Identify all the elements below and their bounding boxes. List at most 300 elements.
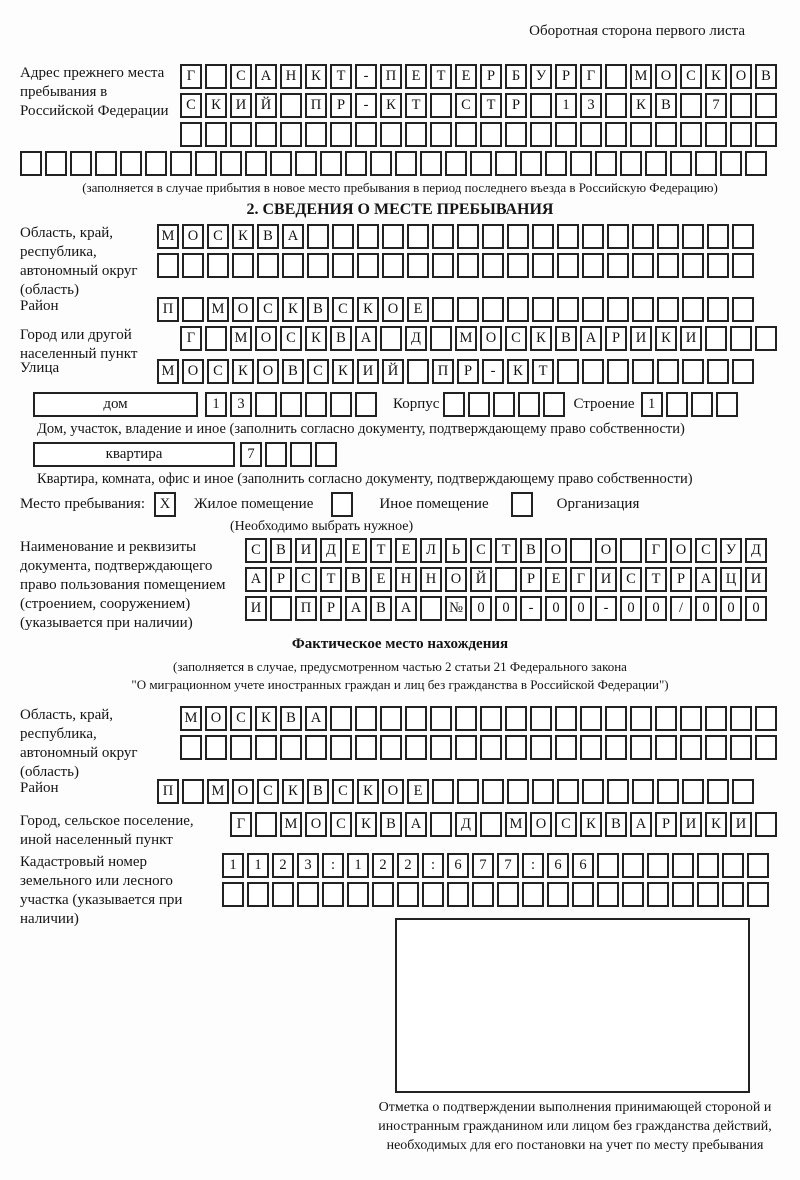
char-cell: С <box>332 297 354 322</box>
document-row3 <box>245 596 767 621</box>
char-cell <box>543 392 565 417</box>
char-cell <box>347 882 369 907</box>
char-cell: В <box>380 812 402 837</box>
stroenie-cells <box>641 392 738 417</box>
char-cell <box>355 735 377 760</box>
char-cell <box>520 151 542 176</box>
char-cell: О <box>670 538 692 563</box>
char-cell: С <box>245 538 267 563</box>
char-cell <box>497 882 519 907</box>
char-cell: № <box>445 596 467 621</box>
char-cell: О <box>182 359 204 384</box>
char-cell: О <box>730 64 752 89</box>
korpus-label: Корпус <box>393 396 440 412</box>
region-label: Область, край, республика, автономный округ (область) <box>20 225 138 298</box>
char-cell <box>732 224 754 249</box>
district-label: Район <box>20 298 59 314</box>
char-cell: В <box>345 567 367 592</box>
street-row <box>157 359 754 384</box>
korpus-cells <box>443 392 565 417</box>
char-cell <box>545 151 567 176</box>
char-cell: 0 <box>495 596 517 621</box>
prev-address-row2 <box>180 93 777 118</box>
char-cell <box>697 853 719 878</box>
char-cell <box>655 122 677 147</box>
char-cell: О <box>232 779 254 804</box>
char-cell <box>580 735 602 760</box>
char-cell <box>507 779 529 804</box>
char-cell <box>680 122 702 147</box>
actual-region-field <box>20 706 780 779</box>
prev-address-rows <box>180 64 777 151</box>
char-cell <box>605 122 627 147</box>
char-cell <box>680 735 702 760</box>
char-cell <box>705 735 727 760</box>
char-cell: И <box>357 359 379 384</box>
char-cell <box>666 392 688 417</box>
char-cell <box>205 326 227 351</box>
char-cell: О <box>182 224 204 249</box>
char-cell <box>255 812 277 837</box>
char-cell: Т <box>495 538 517 563</box>
char-cell: С <box>257 297 279 322</box>
stamp-caption: Отметка о подтверждении выполнения принимающей стороной и иностранным гражданином или лицом без гражданства действий, необходимых для его постановки на учет по месту пребывания <box>378 1100 772 1153</box>
document-label: Наименование и реквизиты документа, подтверждающего право пользования помещением (строением, сооружением) (указывается при наличии) <box>20 539 226 631</box>
char-cell <box>230 735 252 760</box>
char-cell <box>322 882 344 907</box>
char-cell <box>245 151 267 176</box>
char-cell: 1 <box>641 392 663 417</box>
char-cell: М <box>157 224 179 249</box>
apartment-row <box>20 442 780 467</box>
char-cell <box>305 122 327 147</box>
char-cell <box>707 779 729 804</box>
char-cell: К <box>282 779 304 804</box>
char-cell: О <box>382 297 404 322</box>
stay-type-row <box>20 492 780 517</box>
char-cell <box>397 882 419 907</box>
char-cell: М <box>207 779 229 804</box>
char-cell: Д <box>455 812 477 837</box>
char-cell <box>570 151 592 176</box>
char-cell <box>255 392 277 417</box>
document-row2 <box>245 567 767 592</box>
char-cell <box>530 93 552 118</box>
char-cell <box>730 735 752 760</box>
char-cell <box>732 253 754 278</box>
char-cell: Б <box>505 64 527 89</box>
char-cell: 3 <box>580 93 602 118</box>
char-cell <box>722 853 744 878</box>
char-cell: М <box>630 64 652 89</box>
char-cell <box>730 122 752 147</box>
char-cell: Г <box>570 567 592 592</box>
char-cell: Р <box>655 812 677 837</box>
char-cell <box>605 706 627 731</box>
char-cell: Д <box>405 326 427 351</box>
char-cell <box>705 326 727 351</box>
char-cell <box>307 224 329 249</box>
char-cell: П <box>157 779 179 804</box>
char-cell <box>255 122 277 147</box>
char-cell <box>507 297 529 322</box>
char-cell <box>597 882 619 907</box>
char-cell: М <box>180 706 202 731</box>
char-cell <box>472 882 494 907</box>
char-cell <box>407 224 429 249</box>
char-cell <box>180 735 202 760</box>
char-cell <box>557 779 579 804</box>
char-cell <box>620 151 642 176</box>
char-cell: 7 <box>472 853 494 878</box>
actual-district-field <box>20 779 780 808</box>
char-cell <box>555 122 577 147</box>
char-cell: В <box>330 326 352 351</box>
char-cell <box>607 253 629 278</box>
char-cell: 2 <box>397 853 419 878</box>
char-cell <box>547 882 569 907</box>
char-cell: Т <box>320 567 342 592</box>
actual-location-subtitle-1: (заполняется в случае, предусмотренном частью 2 статьи 21 Федерального закона <box>173 659 627 674</box>
char-cell: Р <box>555 64 577 89</box>
char-cell <box>705 706 727 731</box>
char-cell <box>657 779 679 804</box>
char-cell <box>532 297 554 322</box>
char-cell <box>620 538 642 563</box>
char-cell: С <box>180 93 202 118</box>
char-cell: Г <box>230 812 252 837</box>
stay-type-checkbox-other <box>331 492 353 517</box>
char-cell: С <box>505 326 527 351</box>
char-cell: О <box>382 779 404 804</box>
char-cell <box>447 882 469 907</box>
char-cell: С <box>680 64 702 89</box>
char-cell <box>580 122 602 147</box>
char-cell <box>220 151 242 176</box>
char-cell: 0 <box>620 596 642 621</box>
char-cell: 1 <box>347 853 369 878</box>
corner-note: Оборотная сторона первого листа <box>529 23 745 39</box>
char-cell <box>745 151 767 176</box>
char-cell: 1 <box>222 853 244 878</box>
char-cell <box>682 224 704 249</box>
char-cell: К <box>705 64 727 89</box>
char-cell: В <box>605 812 627 837</box>
char-cell: О <box>445 567 467 592</box>
char-cell <box>182 297 204 322</box>
char-cell: У <box>530 64 552 89</box>
char-cell: П <box>295 596 317 621</box>
char-cell <box>455 122 477 147</box>
char-cell <box>205 64 227 89</box>
char-cell <box>657 359 679 384</box>
char-cell: : <box>322 853 344 878</box>
stay-type-note: (Необходимо выбрать нужное) <box>230 519 414 534</box>
char-cell: - <box>595 596 617 621</box>
char-cell <box>630 735 652 760</box>
char-cell <box>455 706 477 731</box>
char-cell: В <box>307 779 329 804</box>
stay-type-checkbox-residential: X <box>154 492 176 517</box>
char-cell: М <box>280 812 302 837</box>
char-cell: С <box>470 538 492 563</box>
city-label: Город или другой населенный пункт <box>20 327 138 362</box>
char-cell <box>482 224 504 249</box>
char-cell <box>180 122 202 147</box>
char-cell <box>280 122 302 147</box>
char-cell <box>505 706 527 731</box>
char-cell <box>330 392 352 417</box>
char-cell: С <box>230 64 252 89</box>
char-cell <box>605 735 627 760</box>
char-cell: О <box>305 812 327 837</box>
char-cell <box>405 122 427 147</box>
char-cell: Д <box>745 538 767 563</box>
char-cell: - <box>355 64 377 89</box>
char-cell <box>570 538 592 563</box>
char-cell: А <box>282 224 304 249</box>
char-cell <box>697 882 719 907</box>
region-rows <box>157 224 754 282</box>
char-cell <box>330 735 352 760</box>
apartment-cells <box>240 442 337 467</box>
char-cell: Е <box>370 567 392 592</box>
char-cell: И <box>595 567 617 592</box>
char-cell <box>457 224 479 249</box>
char-cell: О <box>480 326 502 351</box>
char-cell <box>222 882 244 907</box>
street-field <box>20 359 780 388</box>
char-cell <box>532 253 554 278</box>
char-cell <box>680 93 702 118</box>
char-cell: Т <box>405 93 427 118</box>
char-cell <box>482 253 504 278</box>
char-cell <box>747 882 769 907</box>
char-cell <box>230 122 252 147</box>
house-box-label: дом <box>33 392 198 417</box>
char-cell <box>20 151 42 176</box>
document-row1 <box>245 538 767 563</box>
char-cell: Д <box>320 538 342 563</box>
char-cell <box>255 735 277 760</box>
char-cell <box>205 122 227 147</box>
char-cell: У <box>720 538 742 563</box>
char-cell: О <box>530 812 552 837</box>
char-cell <box>572 882 594 907</box>
district-field <box>20 297 780 326</box>
char-cell <box>420 596 442 621</box>
stay-type-option-organization: Организация <box>556 496 640 512</box>
char-cell <box>655 735 677 760</box>
char-cell: М <box>505 812 527 837</box>
char-cell <box>380 122 402 147</box>
char-cell: Р <box>330 93 352 118</box>
stay-type-label: Место пребывания: <box>20 496 145 512</box>
char-cell: К <box>655 326 677 351</box>
char-cell: 0 <box>745 596 767 621</box>
char-cell: М <box>230 326 252 351</box>
char-cell <box>722 882 744 907</box>
char-cell <box>597 853 619 878</box>
char-cell: : <box>522 853 544 878</box>
char-cell <box>305 735 327 760</box>
char-cell <box>445 151 467 176</box>
char-cell: В <box>270 538 292 563</box>
char-cell: К <box>357 779 379 804</box>
char-cell: О <box>595 538 617 563</box>
char-cell <box>707 253 729 278</box>
char-cell <box>420 151 442 176</box>
char-cell: Е <box>407 779 429 804</box>
char-cell: Е <box>407 297 429 322</box>
confirmation-stamp-box <box>395 918 750 1093</box>
char-cell: К <box>507 359 529 384</box>
char-cell <box>657 297 679 322</box>
char-cell: В <box>555 326 577 351</box>
char-cell: К <box>305 64 327 89</box>
char-cell <box>482 297 504 322</box>
prev-address-note: (заполняется в случае прибытия в новое место пребывания в период последнего въезда в Российскую Федерацию) <box>82 180 718 195</box>
char-cell: К <box>705 812 727 837</box>
char-cell <box>372 882 394 907</box>
char-cell: В <box>370 596 392 621</box>
char-cell <box>707 359 729 384</box>
char-cell: 7 <box>497 853 519 878</box>
char-cell <box>480 812 502 837</box>
char-cell <box>480 122 502 147</box>
char-cell <box>645 151 667 176</box>
char-cell <box>370 151 392 176</box>
char-cell <box>380 326 402 351</box>
char-cell: А <box>405 812 427 837</box>
char-cell <box>205 735 227 760</box>
char-cell: С <box>257 779 279 804</box>
char-cell <box>555 735 577 760</box>
char-cell: Е <box>395 538 417 563</box>
char-cell <box>70 151 92 176</box>
char-cell: В <box>520 538 542 563</box>
char-cell <box>707 224 729 249</box>
char-cell <box>480 735 502 760</box>
document-rows <box>245 538 767 625</box>
char-cell <box>582 297 604 322</box>
char-cell <box>605 93 627 118</box>
char-cell: Ь <box>445 538 467 563</box>
char-cell <box>705 122 727 147</box>
char-cell <box>493 392 515 417</box>
char-cell: 1 <box>247 853 269 878</box>
char-cell: К <box>305 326 327 351</box>
char-cell <box>295 151 317 176</box>
char-cell: А <box>630 812 652 837</box>
char-cell: В <box>655 93 677 118</box>
char-cell <box>232 253 254 278</box>
char-cell: С <box>330 812 352 837</box>
prev-address-row4 <box>20 151 780 176</box>
char-cell: Р <box>505 93 527 118</box>
char-cell <box>120 151 142 176</box>
char-cell <box>315 442 337 467</box>
district-row <box>157 297 754 322</box>
char-cell: 2 <box>372 853 394 878</box>
char-cell: А <box>580 326 602 351</box>
char-cell: И <box>295 538 317 563</box>
char-cell <box>732 359 754 384</box>
cadastral-row2 <box>222 882 769 907</box>
char-cell <box>555 706 577 731</box>
char-cell: О <box>655 64 677 89</box>
char-cell <box>632 253 654 278</box>
actual-location-title: Фактическое место нахождения <box>291 636 509 652</box>
char-cell: И <box>730 812 752 837</box>
char-cell <box>330 706 352 731</box>
char-cell <box>195 151 217 176</box>
char-cell <box>455 735 477 760</box>
char-cell <box>45 151 67 176</box>
char-cell <box>355 706 377 731</box>
char-cell: 6 <box>572 853 594 878</box>
char-cell <box>522 882 544 907</box>
actual-region-rows <box>180 706 777 764</box>
char-cell <box>207 253 229 278</box>
char-cell <box>755 122 777 147</box>
char-cell: П <box>157 297 179 322</box>
char-cell: 7 <box>240 442 262 467</box>
char-cell <box>682 253 704 278</box>
char-cell <box>582 359 604 384</box>
char-cell: С <box>555 812 577 837</box>
char-cell <box>145 151 167 176</box>
char-cell <box>430 706 452 731</box>
char-cell <box>647 882 669 907</box>
char-cell <box>307 253 329 278</box>
char-cell: Н <box>395 567 417 592</box>
char-cell <box>272 882 294 907</box>
char-cell <box>657 253 679 278</box>
actual-city-row <box>230 812 777 837</box>
char-cell <box>280 392 302 417</box>
char-cell: К <box>232 359 254 384</box>
char-cell: - <box>355 93 377 118</box>
cadastral-field <box>20 853 780 927</box>
char-cell: А <box>395 596 417 621</box>
char-cell: Ц <box>720 567 742 592</box>
char-cell: Р <box>480 64 502 89</box>
char-cell: Е <box>545 567 567 592</box>
char-cell <box>632 224 654 249</box>
stay-type-option-other: Иное помещение <box>379 496 489 512</box>
actual-city-label: Город, сельское поселение, иной населенный пункт <box>20 813 194 848</box>
char-cell: Г <box>580 64 602 89</box>
actual-region-label: Область, край, республика, автономный округ (область) <box>20 707 138 780</box>
city-row <box>180 326 777 351</box>
char-cell <box>430 122 452 147</box>
char-cell: И <box>680 326 702 351</box>
char-cell: С <box>230 706 252 731</box>
char-cell: К <box>232 224 254 249</box>
char-cell <box>582 253 604 278</box>
char-cell <box>607 779 629 804</box>
char-cell: Т <box>430 64 452 89</box>
char-cell <box>290 442 312 467</box>
char-cell: Е <box>405 64 427 89</box>
char-cell <box>557 224 579 249</box>
char-cell <box>505 122 527 147</box>
char-cell: К <box>380 93 402 118</box>
char-cell <box>443 392 465 417</box>
char-cell <box>422 882 444 907</box>
char-cell <box>632 297 654 322</box>
